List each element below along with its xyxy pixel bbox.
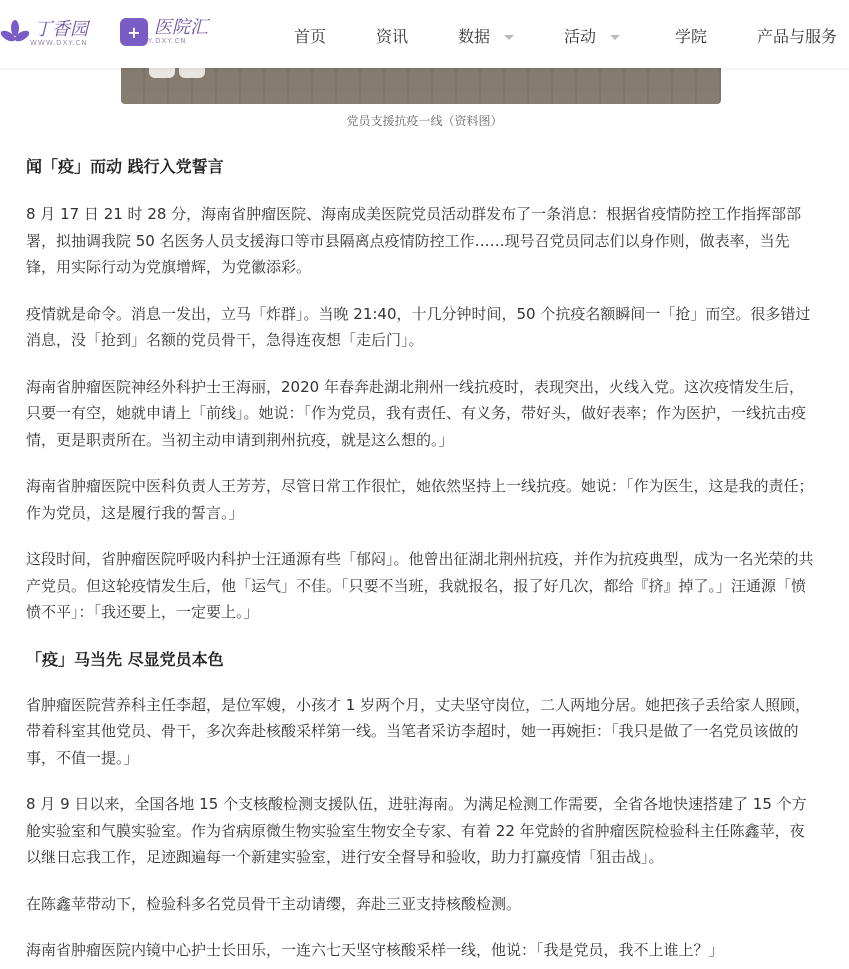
nav-data[interactable] — [458, 24, 514, 47]
yuanhui-logo-name: 医院汇 — [154, 17, 208, 38]
nav-events-label: 活动 — [564, 27, 597, 46]
image-caption: 党员支援抗疫一线（资料图） — [346, 114, 503, 128]
flower-icon — [0, 19, 30, 49]
section-heading: 闻「疫」而动 践行入党誓言 — [26, 157, 224, 176]
paragraph: 8 月 9 日以来，全国各地 15 个支核酸检测支援队伍，进驻海南。为满足检测工作需要，全省各地快速搭建了 15 个方舱实验室和气膜实验室。作为省病原微生物实验室生物安全专家、有着 22 年党龄的省肿瘤医院检验科主任陈鑫苹，夜以继日忘我工作，足迹踟遍每一个新建实验室，进行安全督导和验收，助力打赢疫情「狙击战」。 — [26, 795, 807, 866]
nav-academy[interactable]: 学院 — [675, 27, 708, 46]
dxy-logo-name: 丁香园 — [34, 19, 88, 40]
paragraph: 疫情就是命令。消息一发出，立马「炸群」。当晚 21:40，十几分钟时间，50 个抗疫名额瞬间一「抢」而空。很多错过消息，没「抢到」名额的党员骨干，急得连夜想「走后门」。 — [26, 304, 811, 349]
paragraph: 海南省肿瘤医院中医科负责人王芳芳，尽管日常工作很忙，她依然坚持上一线抗疫。她说：「作为医生，这是我的责任；作为党员，这是履行我的誓言。」 — [26, 477, 814, 522]
chevron-down-icon — [610, 35, 620, 40]
yuanhui-logo-domain: Y.DXY.CN — [148, 37, 187, 45]
dxy-logo-domain: WWW.DXY.CN — [30, 39, 88, 47]
paragraph: 在陈鑫苹带动下，检验科多名党员骨干主动请缨，奔赴三亚支持核酸检测。 — [26, 894, 522, 913]
yuanhui-logo-mark: + — [120, 18, 148, 46]
photo-floor — [121, 64, 721, 104]
article-body — [26, 155, 816, 964]
top-navigation-bar — [0, 0, 849, 68]
dxy-logo[interactable] — [0, 14, 88, 54]
nav-data-label: 数据 — [458, 27, 491, 46]
nav-events[interactable] — [564, 24, 620, 47]
section-heading: 「疫」马当先 尽显党员本色 — [26, 649, 224, 669]
paragraph: 8 月 17 日 21 时 28 分，海南省肿瘤医院、海南成美医院党员活动群发布了一条消息：根据省疫情防控工作指挥部部署，拟抽调我院 50 名医务人员支援海口等市县隔离点疫情防控工作……现号召党员同志们以身作则，做表率，当先锋，用实际行动为党旗增辉，为党徽添彩。 — [26, 205, 802, 276]
nav-news[interactable]: 资讯 — [376, 27, 409, 46]
paragraph: 海南省肿瘤医院内镜中心护士长田乐，一连六七天坚守核酸采样一线，他说：「我是党员，我不上谁上？」 — [26, 941, 724, 959]
paragraph: 这段时间，省肿瘤医院呼吸内科护士汪通源有些「郁闷」。他曾出征湖北荆州抗疫，并作为抗疫典型，成为一名光荣的共产党员。但这轮疫情发生后，他「运气」不佳。「只要不当班，我就报名，报了好几次，都给『挤』掉了。」汪通源「愤愤不平」：「我还要上，一定要上。」 — [26, 550, 814, 621]
nav-products[interactable]: 产品与服务 — [757, 27, 838, 46]
chevron-down-icon — [504, 35, 514, 40]
paragraph: 海南省肿瘤医院神经外科护士王海丽，2020 年春奔赴湖北荆州一线抗疫时，表现突出，火线入党。这次疫情发生后，只要一有空，她就申请上「前线」。她说：「作为党员，我有责任、有义务，带好头，做好表率；作为医护，一线抗击疫情，更是职责所在。当初主动申请到荆州抗疫，就是这么想的。」 — [26, 377, 807, 449]
paragraph: 省肿瘤医院营养科主任李超，是位军嫂，小孩才 1 岁两个月，丈夫坚守岗位，二人两地分居。她把孩子丢给家人照顾，带着科室其他党员、骨干，多次奔赴核酸采样第一线。当笔者采访李超时，她一再婉拒：「我只是做了一名党员该做的事，不值一提。」 — [26, 695, 811, 767]
yuanhui-logo[interactable] — [120, 18, 208, 46]
nav-home[interactable]: 首页 — [294, 27, 327, 46]
